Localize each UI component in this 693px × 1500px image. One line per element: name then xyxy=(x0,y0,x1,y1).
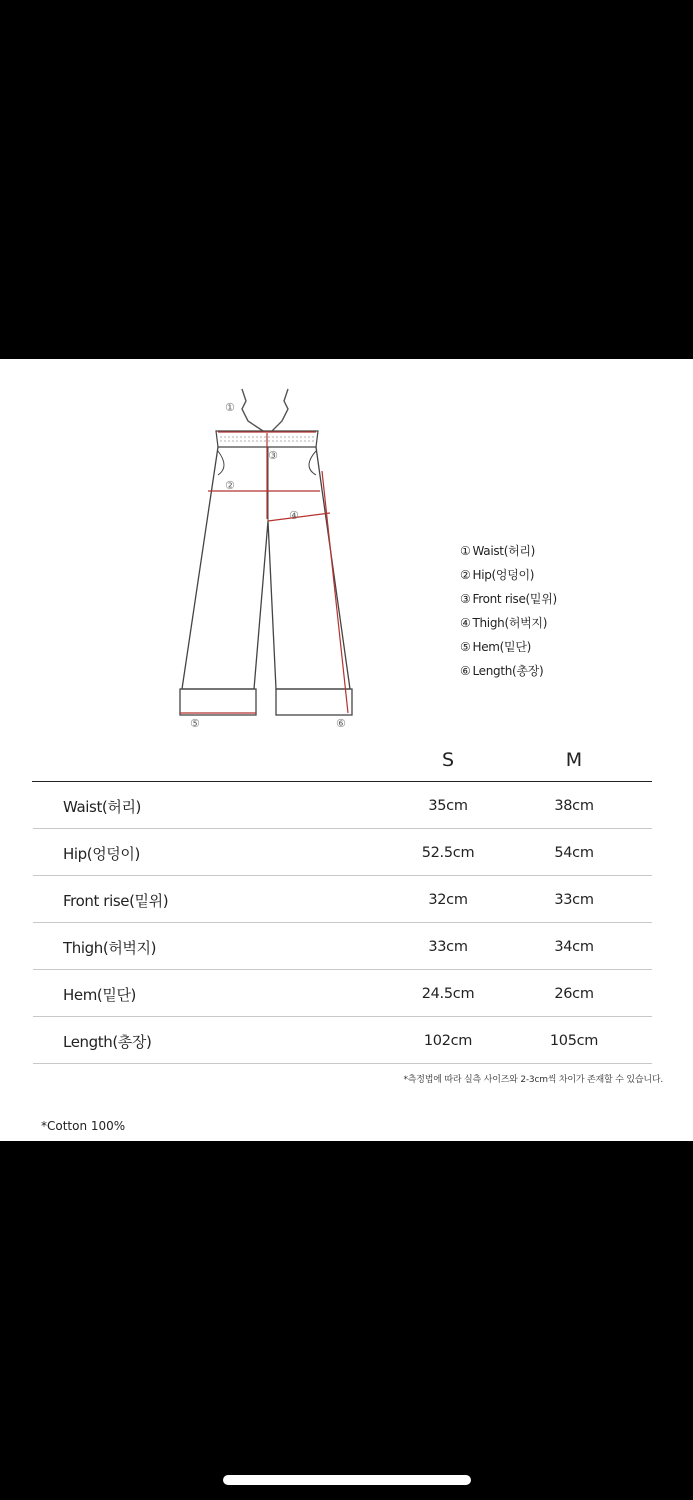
size-table xyxy=(32,747,652,1064)
row-label: Hem(밑단) xyxy=(63,986,137,1004)
table-row-length xyxy=(33,1017,652,1064)
legend-item-length: ⑥ Length(총장) xyxy=(460,664,544,678)
measurement-note: *측정법에 따라 실측 사이즈와 2-3cm씩 차이가 존재할 수 있습니다. xyxy=(403,1075,663,1085)
value-m: 26cm xyxy=(554,986,594,1002)
value-s: 33cm xyxy=(428,939,468,955)
value-m: 33cm xyxy=(554,892,594,908)
table-row-hip xyxy=(33,829,652,876)
column-header-m: M xyxy=(565,749,583,771)
value-s: 35cm xyxy=(428,798,468,814)
legend-item-hem: ⑤ Hem(밑단) xyxy=(460,640,532,654)
marker-2: ② xyxy=(225,479,235,492)
marker-1: ① xyxy=(225,401,235,414)
value-s: 32cm xyxy=(428,892,468,908)
legend-item-front-rise: ③ Front rise(밑위) xyxy=(460,592,557,606)
table-row-hem xyxy=(33,970,652,1017)
size-guide-card xyxy=(0,359,693,1141)
legend-item-hip: ② Hip(엉덩이) xyxy=(460,568,535,582)
measurement-legend xyxy=(460,539,557,683)
value-s: 24.5cm xyxy=(421,986,475,1002)
column-header-s: S xyxy=(441,749,455,771)
row-label: Thigh(허벅지) xyxy=(63,939,157,957)
table-row-thigh xyxy=(33,923,652,970)
marker-5: ⑤ xyxy=(190,717,200,730)
value-m: 105cm xyxy=(549,1033,599,1049)
table-row-waist xyxy=(33,782,652,829)
pants-measurement-diagram xyxy=(170,371,370,730)
value-m: 54cm xyxy=(554,845,594,861)
row-label: Front rise(밑위) xyxy=(63,892,169,910)
value-m: 34cm xyxy=(554,939,594,955)
value-s: 52.5cm xyxy=(421,845,475,861)
material-info: *Cotton 100% xyxy=(41,1119,126,1133)
legend-item-thigh: ④ Thigh(허벅지) xyxy=(460,616,548,630)
marker-6: ⑥ xyxy=(336,717,346,730)
row-label: Hip(엉덩이) xyxy=(63,845,140,863)
row-label: Length(총장) xyxy=(63,1033,152,1051)
home-indicator[interactable] xyxy=(223,1475,471,1485)
row-label: Waist(허리) xyxy=(63,798,142,816)
value-m: 38cm xyxy=(554,798,594,814)
size-table-header xyxy=(32,747,652,782)
marker-3: ③ xyxy=(268,449,278,462)
legend-item-waist: ① Waist(허리) xyxy=(460,544,536,558)
table-row-front-rise xyxy=(33,876,652,923)
value-s: 102cm xyxy=(423,1033,473,1049)
marker-4: ④ xyxy=(289,509,299,522)
